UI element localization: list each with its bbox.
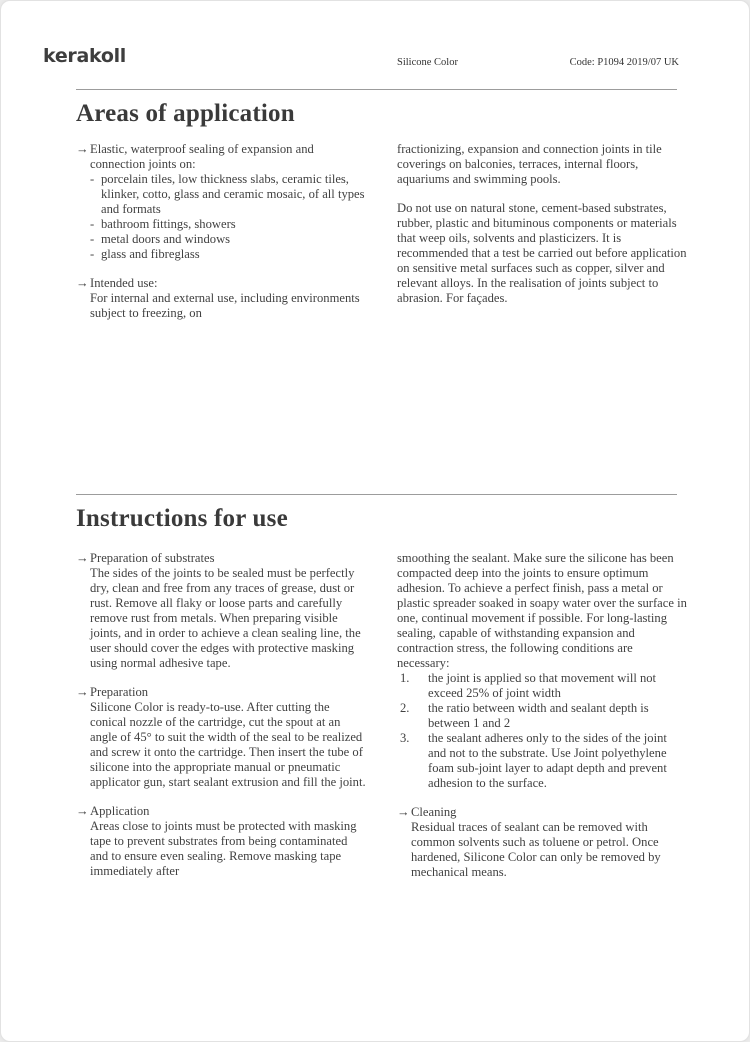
- condition-number: 3.: [400, 731, 410, 745]
- block-body: Areas close to joints must be protected with masking tape to prevent substrates from being contaminated and to ensure even sealing. Remove masking tape immediately after: [90, 819, 357, 878]
- arrow-bullet-icon: →: [397, 805, 410, 819]
- block-heading: Application: [90, 804, 150, 818]
- section-divider-top: [76, 89, 677, 90]
- block-body: The sides of the joints to be sealed must be perfectly dry, clean and free from any traces of grease, dust or rust. Remove all flaky or loose parts and carefully remove rust from metals. When preparing visible joints, and in order to achieve a clean sealing line, the user should cover the edges with protective masking using normal adhesive tape.: [90, 566, 361, 670]
- arrow-bullet-icon: →: [76, 142, 89, 156]
- dash-bullet-icon: -: [90, 217, 95, 231]
- areas-substrate-list: [90, 172, 366, 262]
- arrow-bullet-icon: →: [76, 276, 89, 290]
- condition-text: the sealant adheres only to the sides of the joint and not to the substrate. Use Joint polyethylene foam sub-joint layer to adapt depth and prevent adhesion to the surface.: [428, 731, 667, 790]
- condition-item: [397, 671, 687, 701]
- list-item-text: metal doors and windows: [101, 232, 231, 246]
- instructions-paragraph-smoothing: smoothing the sealant. Make sure the silicone has been compacted deep into the joints to ensure optimum adhesion. To achieve a perfect finish, pass a metal or plastic spreader soaked in soapy water over the surface in one, continual movement if possible. For long-lasting sealing, capable of withstanding expansion and contraction stress, the following conditions are necessary:: [397, 551, 687, 670]
- condition-number: 1.: [400, 671, 410, 685]
- dash-bullet-icon: -: [90, 232, 95, 246]
- areas-item-intended-use: [76, 276, 366, 321]
- list-item: [90, 172, 366, 217]
- areas-section-title: Areas of application: [76, 100, 295, 127]
- list-item-text: porcelain tiles, low thickness slabs, ceramic tiles, klinker, cotto, glass and ceramic mosaic, of all types and formats: [101, 172, 365, 216]
- dash-bullet-icon: -: [90, 172, 95, 186]
- conditions-list: [397, 671, 687, 791]
- areas-left-column: [76, 142, 366, 321]
- list-item: [90, 217, 366, 232]
- list-item-text: glass and fibreglass: [101, 247, 200, 261]
- block-heading: Cleaning: [411, 805, 457, 819]
- header-product-name: Silicone Color: [397, 57, 458, 68]
- areas-right-column: [397, 142, 687, 306]
- list-item: [90, 247, 366, 262]
- instructions-block-preparation: [76, 685, 366, 790]
- header-document-code: Code: P1094 2019/07 UK: [569, 57, 679, 68]
- areas-paragraph-restrictions: Do not use on natural stone, cement-based substrates, rubber, plastic and bituminous components or materials that weep oils, solvents and plasticizers. It is recommended that a test be carried out before application on sensitive metal surfaces such as copper, silver and relevant alloys. In the realisation of joints subject to abrasion. For façades.: [397, 201, 687, 305]
- instructions-block-cleaning: [397, 805, 687, 880]
- condition-item: [397, 731, 687, 791]
- condition-text: the ratio between width and sealant depth is between 1 and 2: [428, 701, 649, 730]
- intended-use-heading: Intended use:: [90, 276, 158, 290]
- instructions-left-column: [76, 551, 366, 879]
- arrow-bullet-icon: →: [76, 685, 89, 699]
- block-heading: Preparation: [90, 685, 149, 699]
- kerakoll-logo: kerakoll: [43, 45, 127, 67]
- list-item: [90, 232, 366, 247]
- instructions-right-column: [397, 551, 687, 880]
- areas-paragraph-continuation: fractionizing, expansion and connection joints in tile coverings on balconies, terraces, internal floors, aquariums and swimming pools.: [397, 142, 662, 186]
- section-divider-middle: [76, 494, 677, 495]
- condition-number: 2.: [400, 701, 410, 715]
- intended-use-body: For internal and external use, including environments subject to freezing, on: [90, 291, 360, 320]
- instructions-block-application: [76, 804, 366, 879]
- block-body: Silicone Color is ready-to-use. After cutting the conical nozzle of the cartridge, cut the spout at an angle of 45° to suit the width of the seal to be realized and screw it onto the cartridge. Then insert the tube of silicone into the appropriate manual or pneumatic applicator gun, start sealant extrusion and fill the joint.: [90, 700, 366, 789]
- block-body: Residual traces of sealant can be removed with common solvents such as toluene or petrol. Once hardened, Silicone Color can only be removed by mechanical means.: [411, 820, 661, 879]
- dash-bullet-icon: -: [90, 247, 95, 261]
- arrow-bullet-icon: →: [76, 804, 89, 818]
- condition-text: the joint is applied so that movement will not exceed 25% of joint width: [428, 671, 657, 700]
- arrow-bullet-icon: →: [76, 551, 89, 565]
- instructions-block-preparation-substrates: [76, 551, 366, 671]
- condition-item: [397, 701, 687, 731]
- areas-item-sealing-lead: Elastic, waterproof sealing of expansion and connection joints on:: [90, 142, 314, 171]
- instructions-section-title: Instructions for use: [76, 505, 288, 532]
- list-item-text: bathroom fittings, showers: [101, 217, 236, 231]
- block-heading: Preparation of substrates: [90, 551, 215, 565]
- areas-item-sealing: [76, 142, 366, 262]
